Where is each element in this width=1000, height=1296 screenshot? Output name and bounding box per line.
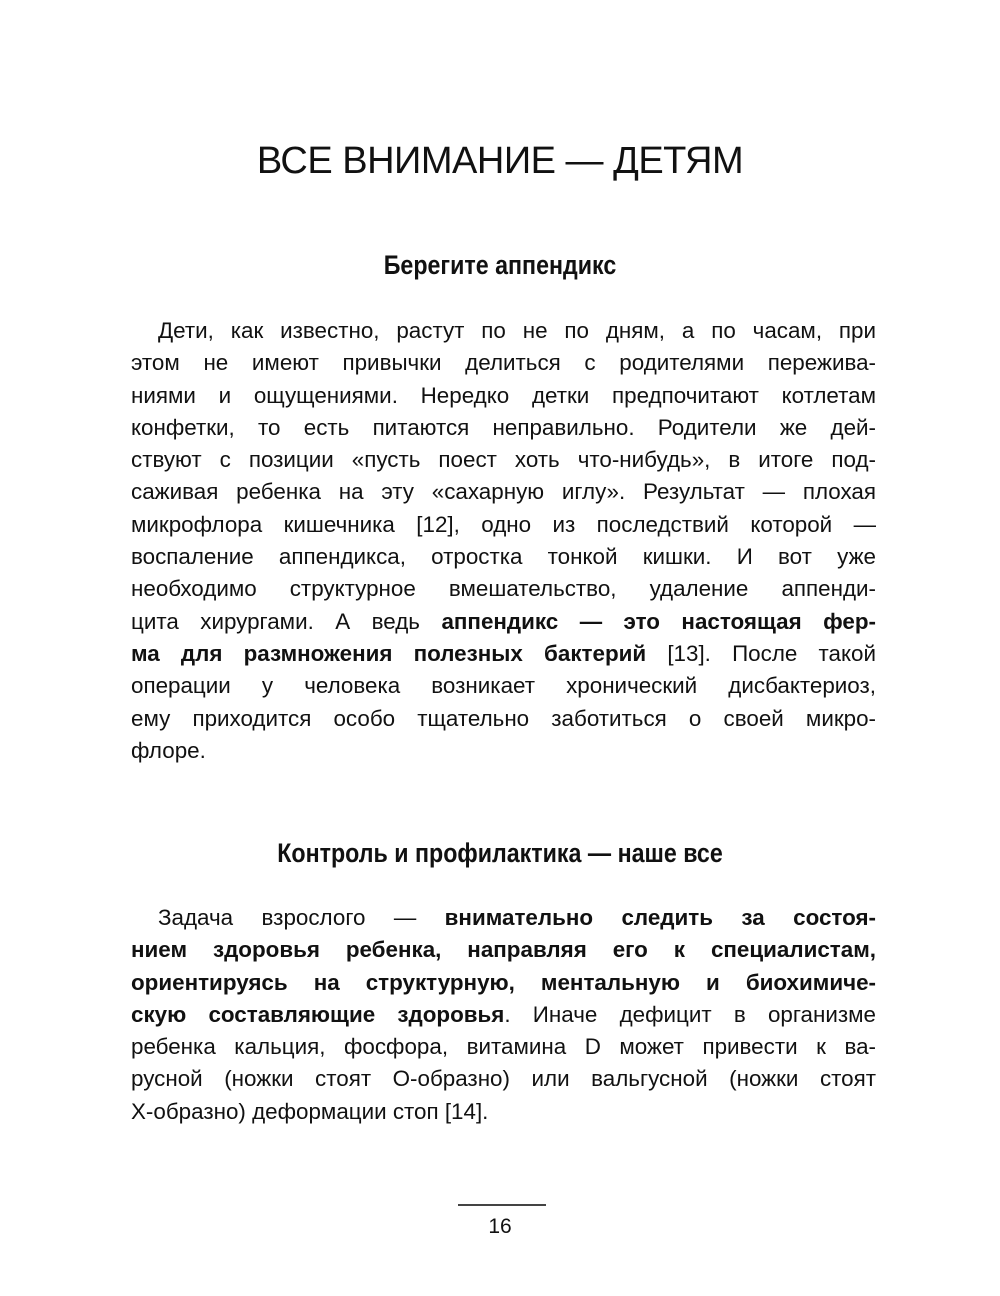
text-line: необходимо структурное вмешательство, удаление аппенди-	[131, 576, 876, 602]
paragraph-appendix	[131, 315, 876, 767]
section-title-appendix: Берегите аппендикс	[383, 250, 617, 280]
paragraph-control	[131, 902, 876, 1128]
text-line: операции у человека возникает хронический дисбактериоз,	[131, 673, 876, 699]
bold-segment: ориентируясь на структурную, ментальную и биохимиче-	[131, 969, 876, 995]
text-segment: Задача взрослого —	[158, 905, 445, 930]
bold-segment: аппендикс — это настоящая фер-	[441, 608, 876, 634]
text-line	[131, 967, 876, 999]
chapter-title: ВСЕ ВНИМАНИЕ — ДЕТЯМ	[256, 140, 744, 182]
text-line	[131, 934, 876, 966]
text-segment: цита хирургами. А ведь	[131, 608, 442, 634]
text-line: ниями и ощущениями. Нередко детки предпочитают котлетам	[131, 382, 876, 408]
text-line: ребенка кальция, фосфора, витамина D может привести к ва-	[131, 1034, 876, 1060]
bold-segment: ма для размножения полезных бактерий	[131, 640, 647, 666]
text-line	[131, 638, 876, 670]
text-segment: . Иначе дефицит в организме	[504, 1001, 876, 1027]
text-segment: [13]. После такой	[646, 640, 876, 666]
footer-divider	[458, 1204, 546, 1206]
text-line: этом не имеют привычки делиться с родителями пережива-	[131, 350, 876, 376]
text-line: русной (ножки стоят О-образно) или вальгусной (ножки стоят	[131, 1066, 876, 1092]
text-line: воспаление аппендикса, отростка тонкой кишки. И вот уже	[131, 544, 876, 570]
text-line: конфетки, то есть питаются неправильно. Родители же дей-	[131, 414, 876, 440]
text-line: флоре.	[131, 737, 206, 763]
text-line: Дети, как известно, растут по не по дням, а по часам, при	[158, 318, 876, 343]
page-number: 16	[488, 1215, 512, 1238]
text-line	[131, 606, 876, 638]
bold-segment: скую составляющие здоровья	[131, 1001, 505, 1027]
text-line	[131, 902, 876, 934]
text-line: микрофлора кишечника [12], одно из последствий которой —	[131, 511, 876, 537]
text-line: Х-образно) деформации стоп [14].	[131, 1098, 489, 1124]
bold-segment: нием здоровья ребенка, направляя его к специалистам,	[131, 937, 876, 963]
text-line: саживая ребенка на эту «сахарную иглу». Результат — плохая	[131, 479, 876, 505]
text-line: ствуют с позиции «пусть поест хоть что-нибудь», в итоге под-	[131, 447, 876, 473]
bold-segment: внимательно следить за состоя-	[444, 905, 876, 930]
section-title-control: Контроль и профилактика — наше все	[277, 838, 723, 868]
text-line: ему приходится особо тщательно заботиться о своей микро-	[131, 705, 876, 731]
text-line	[131, 999, 876, 1031]
